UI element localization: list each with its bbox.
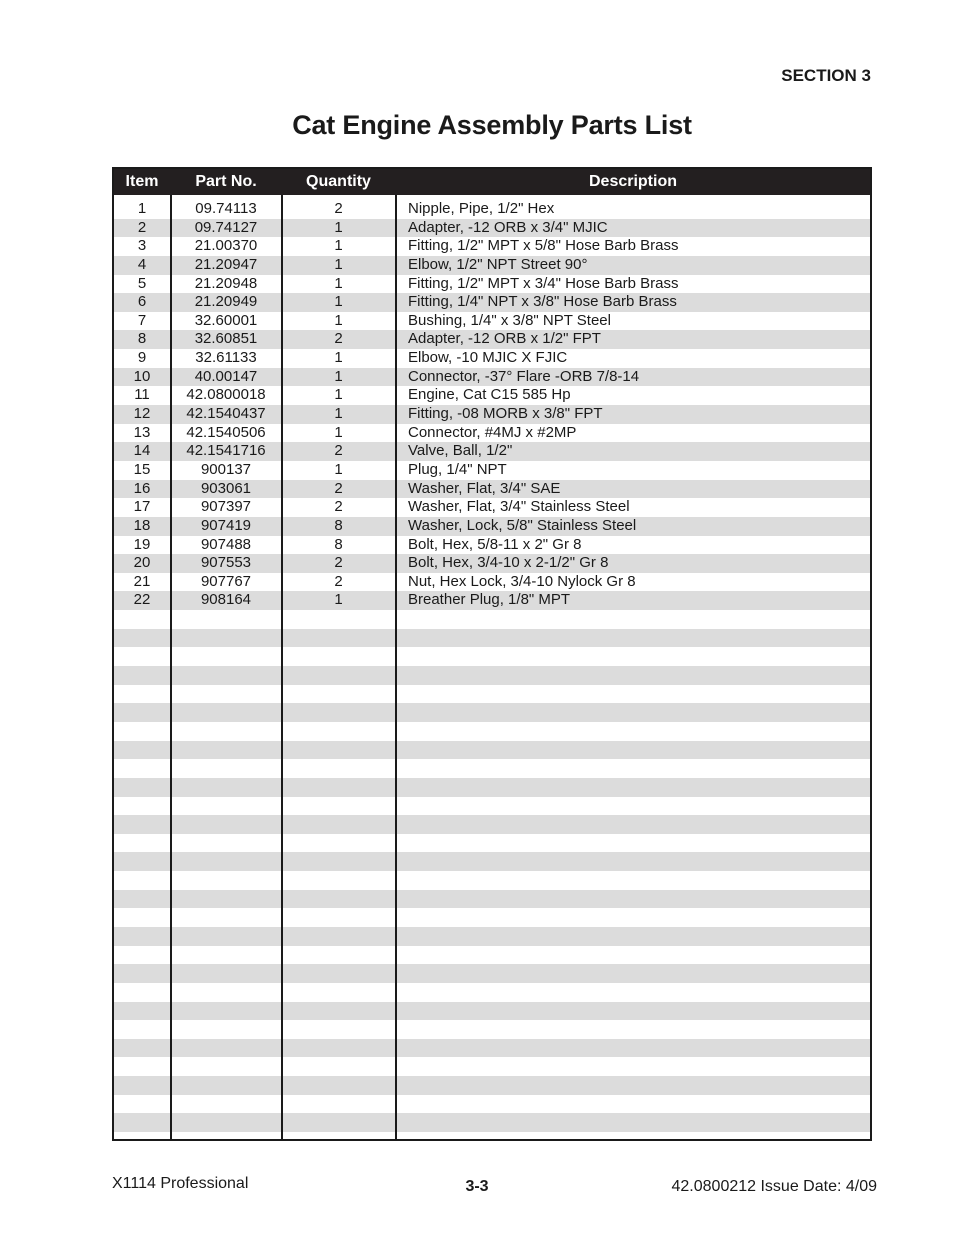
- column-header-item: Item: [125, 173, 159, 190]
- item-number-cell: 7: [137, 311, 147, 329]
- empty-table-row: [114, 629, 870, 648]
- item-number-cell: 19: [133, 535, 151, 553]
- part-number-cell: 21.00370: [194, 237, 258, 255]
- quantity-cell: 2: [334, 330, 343, 348]
- part-number-cell: 32.60851: [194, 330, 258, 348]
- table-row: [114, 517, 870, 536]
- item-number-cell: 14: [133, 442, 151, 460]
- table-row: [114, 312, 870, 331]
- quantity-cell: 1: [334, 311, 343, 329]
- item-number-cell: 21: [133, 572, 151, 590]
- item-number-cell: 13: [133, 423, 151, 441]
- item-number-cell: 5: [137, 274, 147, 292]
- quantity-cell: 1: [334, 405, 343, 423]
- item-number-cell: 1: [137, 200, 147, 217]
- table-row: [114, 275, 870, 294]
- description-cell: Breather Plug, 1/8" MPT: [408, 591, 571, 609]
- column-divider: [395, 195, 397, 1139]
- quantity-cell: 1: [334, 591, 343, 609]
- description-cell: Elbow, -10 MJIC X FJIC: [408, 349, 568, 367]
- part-number-cell: 09.74127: [194, 218, 258, 236]
- part-number-cell: 900137: [200, 460, 252, 478]
- empty-table-row: [114, 1020, 870, 1039]
- empty-table-row: [114, 759, 870, 778]
- item-number-cell: 15: [133, 460, 151, 478]
- item-number-cell: 11: [134, 386, 150, 404]
- item-number-cell: 8: [137, 330, 147, 348]
- empty-table-row: [114, 1113, 870, 1132]
- table-row: [114, 330, 870, 349]
- empty-table-row: [114, 722, 870, 741]
- parts-table: [112, 167, 872, 1141]
- table-row: [114, 461, 870, 480]
- item-number-cell: 3: [137, 237, 147, 255]
- table-row: [114, 405, 870, 424]
- empty-table-row: [114, 908, 870, 927]
- empty-table-row: [114, 685, 870, 704]
- part-number-cell: 21.20947: [194, 255, 258, 273]
- empty-table-row: [114, 815, 870, 834]
- footer-model: X1114 Professional: [112, 1175, 249, 1192]
- item-number-cell: 4: [137, 255, 147, 273]
- item-number-cell: 16: [133, 479, 151, 497]
- table-row: [114, 480, 870, 499]
- column-divider: [281, 195, 283, 1139]
- item-number-cell: 22: [133, 591, 151, 609]
- description-cell: Washer, Lock, 5/8" Stainless Steel: [408, 516, 637, 534]
- part-number-cell: 40.00147: [194, 367, 258, 385]
- description-cell: Washer, Flat, 3/4" Stainless Steel: [408, 498, 630, 516]
- description-cell: Nipple, Pipe, 1/2" Hex: [408, 200, 555, 217]
- quantity-cell: 2: [334, 498, 343, 516]
- description-cell: Bolt, Hex, 5/8-11 x 2" Gr 8: [408, 535, 582, 553]
- description-cell: Adapter, -12 ORB x 3/4" MJIC: [408, 218, 608, 236]
- quantity-cell: 1: [334, 386, 343, 404]
- column-divider: [170, 195, 172, 1139]
- item-number-cell: 9: [137, 349, 147, 367]
- column-header-quantity: Quantity: [306, 173, 371, 190]
- quantity-cell: 1: [334, 274, 343, 292]
- part-number-cell: 32.61133: [195, 349, 257, 367]
- empty-table-row: [114, 610, 870, 629]
- description-cell: Fitting, -08 MORB x 3/8" FPT: [408, 405, 603, 423]
- section-label: SECTION 3: [781, 66, 871, 85]
- table-row: [114, 424, 870, 443]
- column-header-description: Description: [588, 173, 677, 190]
- empty-table-row: [114, 1132, 870, 1151]
- part-number-cell: 21.20949: [194, 293, 258, 311]
- quantity-cell: 1: [334, 218, 343, 236]
- description-cell: Adapter, -12 ORB x 1/2" FPT: [408, 330, 601, 348]
- quantity-cell: 8: [334, 516, 343, 534]
- table-row: [114, 573, 870, 592]
- item-number-cell: 10: [133, 367, 151, 385]
- quantity-cell: 1: [334, 293, 343, 311]
- item-number-cell: 18: [133, 516, 151, 534]
- table-row: [114, 442, 870, 461]
- part-number-cell: 32.60001: [194, 311, 258, 329]
- quantity-cell: 2: [334, 572, 343, 590]
- quantity-cell: 1: [334, 460, 343, 478]
- part-number-cell: 42.0800018: [186, 386, 266, 404]
- empty-table-row: [114, 1095, 870, 1114]
- part-number-cell: 42.1540437: [186, 405, 266, 423]
- footer-page-number: 3-3: [465, 1178, 489, 1195]
- part-number-cell: 09.74113: [195, 200, 257, 217]
- empty-table-row: [114, 871, 870, 890]
- description-cell: Fitting, 1/2" MPT x 5/8" Hose Barb Brass: [408, 237, 679, 255]
- empty-table-row: [114, 647, 870, 666]
- table-row: [114, 293, 870, 312]
- part-number-cell: 907767: [200, 572, 252, 590]
- table-row: [114, 237, 870, 256]
- part-number-cell: 21.20948: [194, 274, 258, 292]
- table-row: [114, 256, 870, 275]
- description-cell: Fitting, 1/2" MPT x 3/4" Hose Barb Brass: [408, 274, 679, 292]
- part-number-cell: 903061: [200, 479, 252, 497]
- description-cell: Engine, Cat C15 585 Hp: [408, 386, 571, 404]
- empty-table-row: [114, 1076, 870, 1095]
- quantity-cell: 2: [334, 554, 343, 572]
- description-cell: Plug, 1/4" NPT: [408, 460, 507, 478]
- part-number-cell: 42.1540506: [186, 423, 266, 441]
- table-row: [114, 536, 870, 555]
- empty-table-row: [114, 703, 870, 722]
- part-number-cell: 907488: [200, 535, 252, 553]
- table-row: [114, 498, 870, 517]
- empty-table-row: [114, 1039, 870, 1058]
- item-number-cell: 17: [133, 498, 151, 516]
- description-cell: Connector, -37° Flare -ORB 7/8-14: [408, 367, 640, 385]
- description-cell: Washer, Flat, 3/4" SAE: [408, 479, 561, 497]
- page-title: Cat Engine Assembly Parts List: [292, 110, 692, 140]
- part-number-cell: 907397: [200, 498, 252, 516]
- table-row: [114, 554, 870, 573]
- empty-table-row: [114, 946, 870, 965]
- table-body: [114, 200, 870, 1151]
- empty-table-row: [114, 890, 870, 909]
- quantity-cell: 1: [334, 367, 343, 385]
- description-cell: Fitting, 1/4" NPT x 3/8" Hose Barb Brass: [408, 293, 677, 311]
- table-row: [114, 200, 870, 219]
- empty-table-row: [114, 666, 870, 685]
- empty-table-row: [114, 927, 870, 946]
- empty-table-row: [114, 778, 870, 797]
- description-cell: Bushing, 1/4" x 3/8" NPT Steel: [408, 311, 611, 329]
- empty-table-row: [114, 1002, 870, 1021]
- empty-table-row: [114, 797, 870, 816]
- part-number-cell: 908164: [200, 591, 252, 609]
- table-row: [114, 368, 870, 387]
- quantity-cell: 2: [334, 479, 343, 497]
- empty-table-row: [114, 852, 870, 871]
- item-number-cell: 12: [133, 405, 151, 423]
- part-number-cell: 42.1541716: [186, 442, 266, 460]
- quantity-cell: 2: [334, 200, 343, 217]
- empty-table-row: [114, 964, 870, 983]
- quantity-cell: 1: [334, 237, 343, 255]
- description-cell: Connector, #4MJ x #2MP: [408, 423, 577, 441]
- empty-table-row: [114, 983, 870, 1002]
- quantity-cell: 1: [334, 349, 343, 367]
- description-cell: Bolt, Hex, 3/4-10 x 2-1/2" Gr 8: [408, 554, 609, 572]
- part-number-cell: 907419: [200, 516, 252, 534]
- empty-table-row: [114, 741, 870, 760]
- table-header: [114, 169, 870, 195]
- description-cell: Nut, Hex Lock, 3/4-10 Nylock Gr 8: [408, 572, 636, 590]
- empty-table-row: [114, 1057, 870, 1076]
- empty-table-row: [114, 834, 870, 853]
- quantity-cell: 8: [334, 535, 343, 553]
- table-row: [114, 349, 870, 368]
- quantity-cell: 1: [334, 423, 343, 441]
- description-cell: Elbow, 1/2" NPT Street 90°: [408, 255, 588, 273]
- item-number-cell: 2: [137, 218, 147, 236]
- quantity-cell: 2: [334, 442, 343, 460]
- quantity-cell: 1: [334, 255, 343, 273]
- part-number-cell: 907553: [200, 554, 252, 572]
- table-row: [114, 386, 870, 405]
- table-row: [114, 219, 870, 238]
- item-number-cell: 20: [133, 554, 151, 572]
- description-cell: Valve, Ball, 1/2": [408, 442, 513, 460]
- footer-issue-info: 42.0800212 Issue Date: 4/09: [671, 1178, 877, 1195]
- item-number-cell: 6: [137, 293, 147, 311]
- column-header-part-no: Part No.: [195, 173, 257, 190]
- table-row: [114, 591, 870, 610]
